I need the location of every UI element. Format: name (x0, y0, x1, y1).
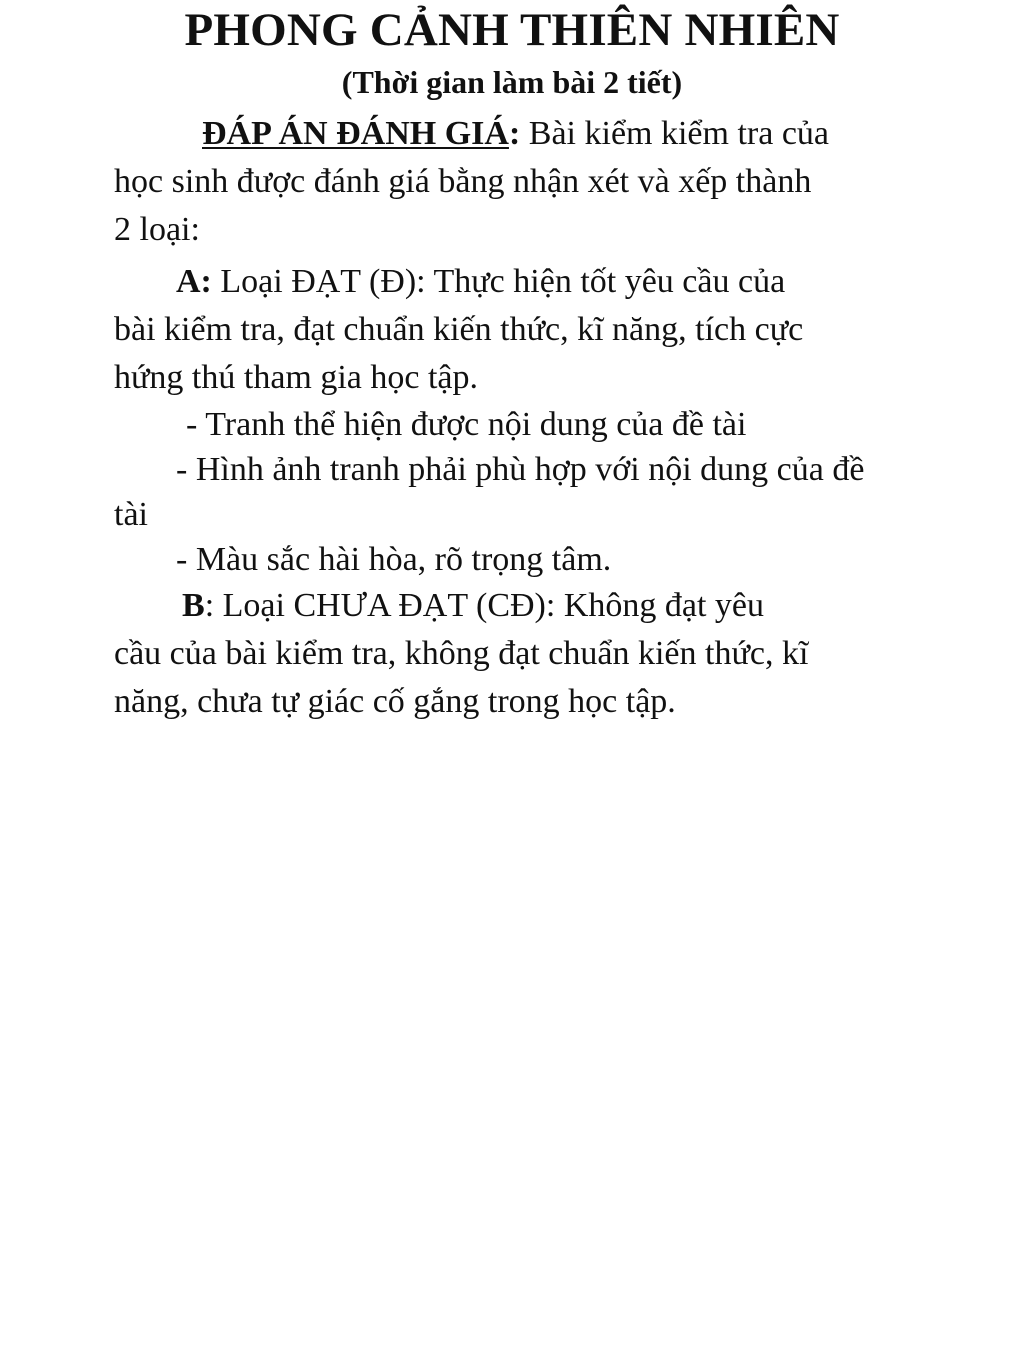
evaluation-text-line: 2 loại: (114, 211, 200, 248)
type-b-text-line: năng, chưa tự giác cố gắng trong học tập. (114, 683, 676, 720)
document-subtitle: (Thời gian làm bài 2 tiết) (341, 64, 683, 100)
type-a-text-line: hứng thú tham gia học tập. (114, 359, 479, 396)
evaluation-heading-label: ĐÁP ÁN ĐÁNH GIÁ (202, 115, 509, 152)
evaluation-heading-line (114, 110, 914, 158)
type-b-text: : Loại CHƯA ĐẠT (CĐ): Không đạt yêu (204, 587, 764, 624)
criteria-item: - Màu sắc hài hòa, rõ trọng tâm. (176, 541, 612, 578)
type-b-label: B (182, 587, 205, 624)
document-title: PHONG CẢNH THIÊN NHIÊN (184, 4, 840, 56)
type-a-line (114, 258, 914, 306)
evaluation-text-line: học sinh được đánh giá bằng nhận xét và xếp thành (114, 163, 812, 200)
criteria-item: - Tranh thể hiện được nội dung của đề tài (186, 406, 747, 443)
type-a-text: Loại ĐẠT (Đ): Thực hiện tốt yêu cầu của (211, 263, 786, 300)
evaluation-heading-text: Bài kiểm kiểm tra của (520, 115, 830, 152)
criteria-item-continued: tài (114, 496, 148, 533)
evaluation-heading-colon: : (508, 115, 521, 152)
type-b-text-line: cầu của bài kiểm tra, không đạt chuẩn kiến thức, kĩ (114, 635, 809, 672)
criteria-item: - Hình ảnh tranh phải phù hợp với nội dung của đề (176, 451, 865, 488)
type-b-line (114, 582, 914, 630)
type-a-label: A: (176, 263, 212, 300)
document-body (114, 110, 914, 726)
type-a-text-line: bài kiểm tra, đạt chuẩn kiến thức, kĩ năng, tích cực (114, 311, 804, 348)
